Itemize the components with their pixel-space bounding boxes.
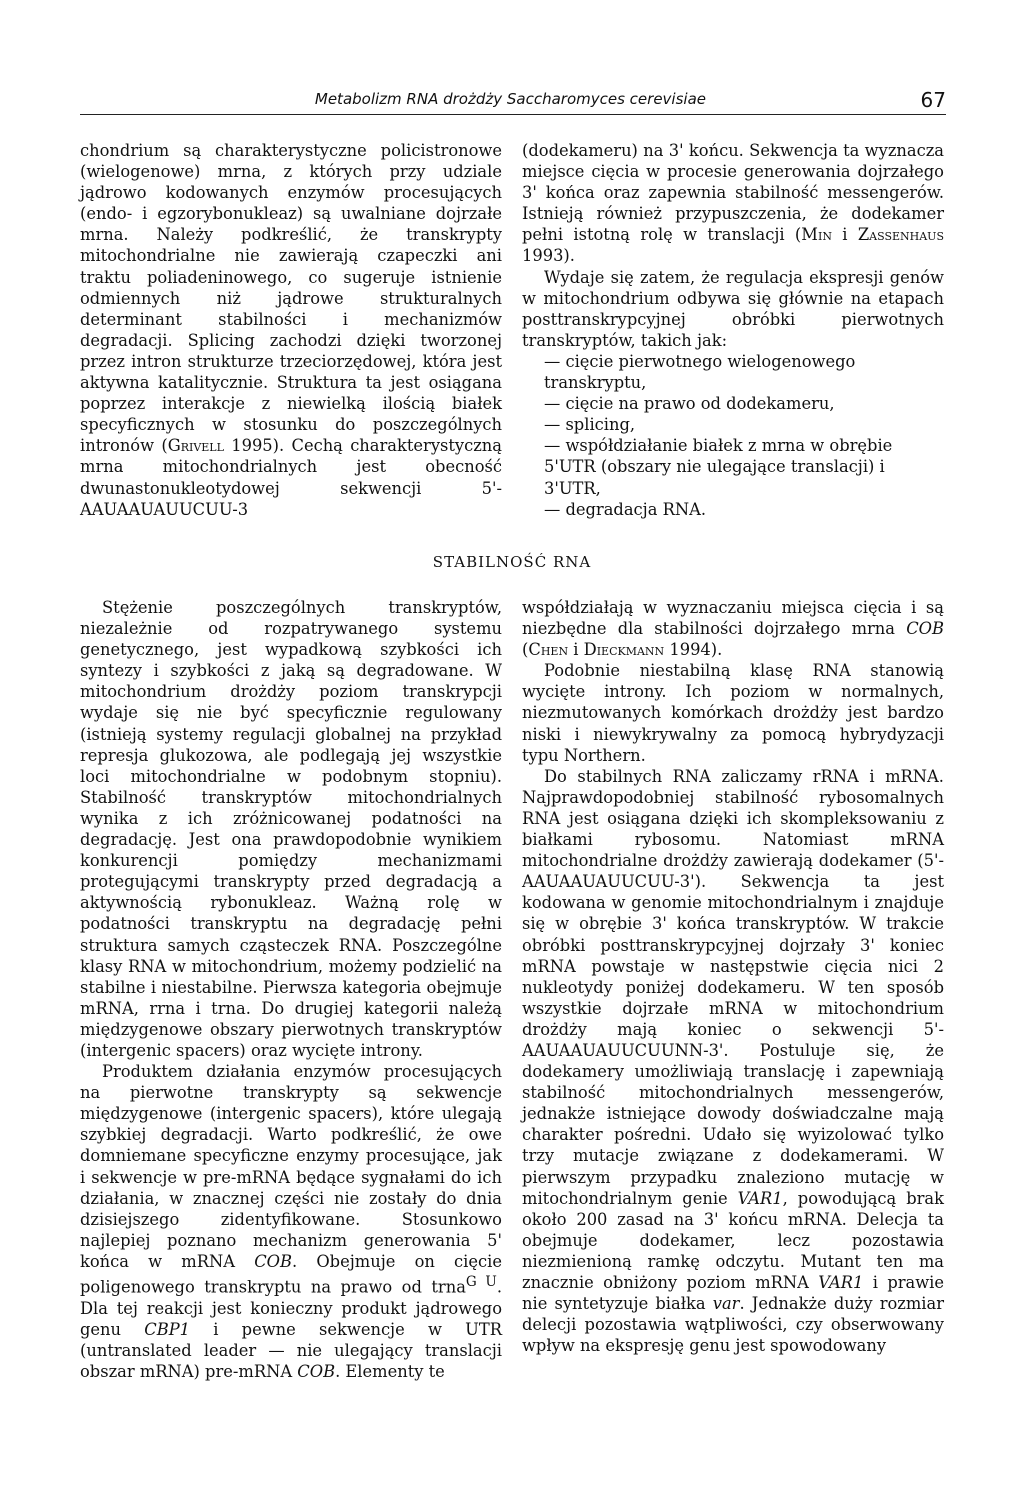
paragraph: chondrium są charakterystyczne policistronowe (wielogenowe) mrna, z których przy udziale jądrowo kodowanych enzymów procesujących (endo- i egzorybonukleaz) są uwalniane dojrzałe mrna. Należy podkreślić, że transkrypty mitochondrialne nie zawierają czapeczki ani traktu poliadeninowego, co sugeruje istnienie odmiennych niż jądrowe strukturalnych determinant stabilności i mechanizmów degradacji. Splicing zachodzi dzięki tworzonej przez intron strukturze trzeciorzędowej, która jest aktywna katalitycznie. Struktura ta jest osiągana poprzez interakcje z niewielką ilością białek specyficznych w stosunku do poszczególnych intronów (Grivell 1995). Cechą charakterystyczną mrna mitochondrialnych jest obecność dwunastonukleotydowej sekwencji 5'-AAUAAUAUUCUU-3: [80, 141, 502, 519]
paragraph: Produktem działania enzymów procesujących na pierwotne transkrypty są sekwencje międzygenowe (intergenic spacers), które ulegają szybkiej degradacji. Warto podkreślić, że owe domniemane specyficzne enzymy procesujące, jak i sekwencje w pre-mRNA będące sygnałami do ich działania, w znacznej części nie zostały do dnia dzisiejszego zidentyfikowane. Stosunkowo najlepiej poznano mechanizm generowania 5' końca w mRNA COB. Obejmuje on cięcie poligenowego transkryptu na prawo od trna$^{G U}$. Dla tej reakcji jest konieczny produkt jądrowego genu CBP1 i pewne sekwencje w UTR (untranslated leader — nie ulegający translacji obszar mRNA) pre-mRNA COB. Elementy te: [80, 1062, 502, 1381]
gene-name: COB: [906, 619, 944, 639]
list-item: — współdziałanie białek z mrna w obrębie 5'UTR (obszary nie ulegające translacji) i 3'UTR,: [544, 436, 893, 498]
citation-author: Grivell: [167, 436, 224, 456]
list-item: — degradacja RNA.: [544, 499, 707, 519]
running-title: Metabolizm RNA drożdży Saccharomyces cerevisiae: [314, 90, 706, 108]
paragraph: Do stabilnych RNA zaliczamy rRNA i mRNA. Najprawdopodobniej stabilność rybosomalnych RNA jest osiągana dzięki ich skompleksowaniu z białkami rybosomu. Natomiast mRNA mitochondrialne drożdży zawierają dodekamer (5'-AAUAAUAUUCUU-3'). Sekwencja ta jest kodowana w genomie mitochondrialnym i znajduje się w obrębie 3' końca transkryptów. W trakcie obróbki posttranskrypcyjnej dojrzały 3' koniec mRNA powstaje w następstwie cięcia nici 2 nukleotydy poniżej dodekameru. W ten sposób wszystkie dojrzałe mRNA w mitochondrium drożdży mają koniec o sekwencji 5'-AAUAAUAUUCUUNN-3'. Postuluje się, że dodekamery umożliwiają translację i zapewniają stabilność mitochondrialnych messengerów, jednakże istniejące dowody doświadczalne mają charakter pośredni. Udało się wyizolować tylko trzy mutacje związane z dodekamerami. W pierwszym przypadku znaleziono mutację w mitochondrialnym genie VAR1, powodującą brak około 200 zasad na 3' końcu mRNA. Delecja ta obejmuje dodekamer, lecz pozostawia niezmienioną ramkę odczytu. Mutant ten ma znacznie obniżony poziom mRNA VAR1 i prawie nie syntetyzuje białka var. Jednakże duży rozmiar delecji pozostawia wątpliwości, czy obserwowany wpływ na ekspresję genu jest spowodowany: [522, 766, 945, 1356]
paragraph: Podobnie niestabilną klasę RNA stanowią wycięte introny. Ich poziom w normalnych, niezmutowanych komórkach drożdży jest bardzo niski i niewykrywalny za pomocą hybrydyzacji typu Northern.: [522, 661, 944, 765]
gene-name: CBP1: [144, 1319, 191, 1339]
paragraph: Stężenie poszczególnych transkryptów, niezależnie od rozpatrywanego systemu genetycznego, jest wypadkową szybkości ich syntezy i szybkości z jaką są degradowane. W mitochondrium drożdży poziom transkrypcji wydaje się nie być specyficznie regulowany (istnieją systemy regulacji globalnej na przykład represja glukozowa, ale podlegają jej wszystkie loci mitochondrialne w podobnym stopniu). Stabilność transkryptów mitochondrialnych wynika z ich zróżnicowanej podatności na degradację. Jest ona prawdopodobnie wynikiem konkurencji pomiędzy mechanizmami protegującymi transkrypty przed degradacją a aktywnością rybonukleaz. Ważną rolę w podatności transkryptu na degradację pełni struktura samych cząsteczek RNA. Poszczególne klasy RNA w mitochondrium, możemy podzielić na stabilne i niestabilne. Pierwsza kategoria obejmuje mRNA, rrna i trna. Do drugiej kategorii należą międzygenowe obszary pierwotnych transkryptów (intergenic spacers) oraz wycięte introny.: [80, 598, 502, 1060]
page-number: 67: [920, 88, 946, 112]
column-bottom-left: [80, 597, 502, 1382]
protein-name: var: [712, 1294, 740, 1314]
paragraph: Wydaje się zatem, że regulacja ekspresji genów w mitochondrium odbywa się głównie na etapach posttranskrypcyjnej obróbki pierwotnych transkryptów, takich jak:: [522, 267, 944, 350]
gene-name: COB: [254, 1251, 292, 1271]
citation-author: Zassenhaus: [857, 225, 944, 245]
section-heading: STABILNOŚĆ RNA: [432, 553, 592, 571]
column-top-left: [80, 140, 502, 520]
running-header: [80, 88, 946, 115]
gene-name: VAR1: [737, 1188, 783, 1208]
list-item: — cięcie na prawo od dodekameru,: [544, 394, 835, 414]
list-item: — splicing,: [544, 415, 636, 435]
superscript: G U: [465, 1274, 497, 1290]
paragraph: (dodekameru) na 3' końcu. Sekwencja ta wyznacza miejsce cięcia w procesie generowania dojrzałego 3' końca oraz zapewnia stabilność messengerów. Istnieją również przypuszczenia, że dodekamer pełni istotną rolę w translacji (Min i Zassenhaus 1993).: [522, 141, 944, 266]
citation-author: Min: [801, 225, 832, 245]
gene-name: COB: [297, 1361, 336, 1381]
citation-author: Chen: [528, 640, 569, 660]
paragraph: współdziałają w wyznaczaniu miejsca cięcia i są niezbędne dla stabilności dojrzałego mrna COB (Chen i Dieckmann 1994).: [522, 598, 944, 660]
citation-author: Dieckmann: [583, 640, 665, 660]
gene-name: VAR1: [818, 1273, 864, 1292]
list-item: — cięcie pierwotnego wielogenowego transkryptu,: [544, 351, 856, 393]
column-bottom-right: [522, 597, 944, 1356]
column-top-right: [522, 140, 944, 520]
